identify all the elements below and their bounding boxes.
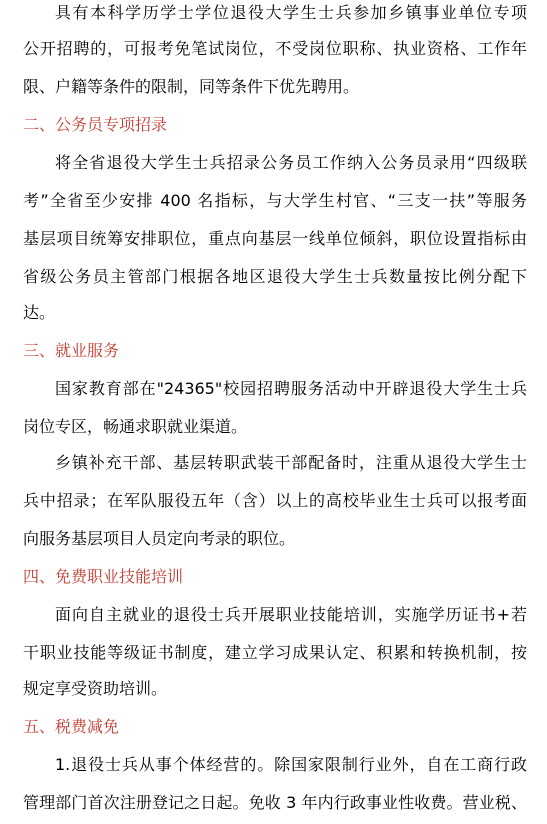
- paragraph-line: 公开招聘的，可报考免笔试岗位，不受岗位职称、执业资格、工作年: [23, 39, 527, 58]
- paragraph-line: 面向自主就业的退役士兵开展职业技能培训，实施学历证书+若: [55, 605, 527, 624]
- paragraph-line: 基层项目统筹安排职位，重点向基层一线单位倾斜，职位设置指标由: [23, 229, 527, 248]
- section-heading-tax: 五、税费减免: [23, 717, 120, 736]
- paragraph-line: 干职业技能等级证书制度，建立学习成果认定、积累和转换机制，按: [23, 643, 527, 662]
- paragraph-line: 国家教育部在"24365"校园招聘服务活动中开辟退役大学生士兵: [55, 379, 527, 398]
- paragraph-line: 乡镇补充干部、基层转职武装干部配备时，注重从退役大学生士: [55, 453, 527, 472]
- section-heading-employment: 三、就业服务: [23, 341, 120, 360]
- paragraph-line: 岗位专区，畅通求职就业渠道。: [23, 417, 248, 436]
- paragraph-line: 考”全省至少安排 400 名指标，与大学生村官、“三支一扶”等服务: [23, 191, 527, 210]
- paragraph-line: 限、户籍等条件的限制，同等条件下优先聘用。: [23, 77, 360, 96]
- paragraph-line: 达。: [23, 303, 56, 322]
- paragraph-line: 省级公务员主管部门根据各地区退役大学生士兵数量按比例分配下: [23, 267, 527, 286]
- paragraph-line: 规定享受资助培训。: [23, 679, 168, 698]
- paragraph-line: 具有本科学历学士学位退役大学生士兵参加乡镇事业单位专项: [55, 3, 527, 22]
- section-heading-civil-servant: 二、公务员专项招录: [23, 115, 168, 134]
- section-heading-training: 四、免费职业技能培训: [23, 567, 184, 586]
- paragraph-line: 1.退役士兵从事个体经营的。除国家限制行业外，自在工商行政: [55, 755, 527, 774]
- paragraph-line: 将全省退役大学生士兵招录公务员工作纳入公务员录用“四级联: [55, 153, 527, 172]
- paragraph-line: 管理部门首次注册登记之日起。免收 3 年内行政事业性收费。营业税、: [23, 793, 527, 812]
- paragraph-line: 向服务基层项目人员定向考录的职位。: [23, 529, 296, 548]
- paragraph-line: 兵中招录；在军队服役五年（含）以上的高校毕业生士兵可以报考面: [23, 491, 527, 510]
